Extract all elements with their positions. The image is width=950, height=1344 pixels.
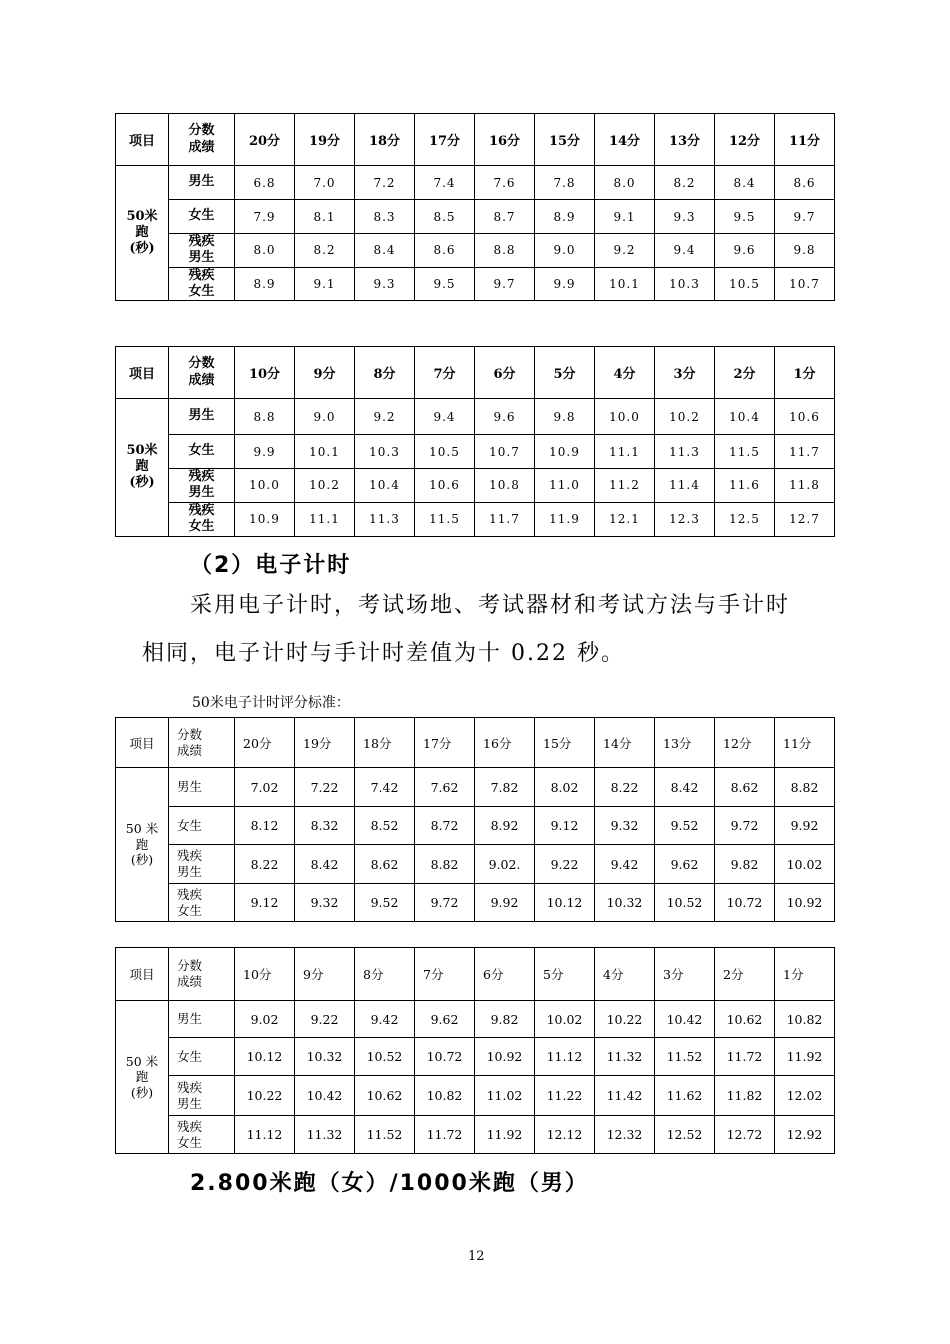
- value-cell: 8.2: [655, 166, 715, 200]
- score-header: 19分: [295, 718, 355, 768]
- value-cell: 11.22: [535, 1076, 595, 1116]
- value-cell: 10.5: [415, 435, 475, 469]
- category-label: 女生: [169, 1038, 235, 1076]
- value-cell: 9.2: [595, 234, 655, 268]
- category-label: 残疾 男生: [169, 469, 235, 503]
- score-header: 8分: [355, 948, 415, 1001]
- value-cell: 10.52: [655, 884, 715, 922]
- table-row: [116, 1001, 835, 1038]
- table-row: [116, 1116, 835, 1154]
- score-header: 11分: [775, 114, 835, 166]
- category-label: 残疾 女生: [169, 884, 235, 922]
- value-cell: 7.2: [355, 166, 415, 200]
- value-cell: 12.12: [535, 1116, 595, 1154]
- header-row: [116, 718, 835, 768]
- value-cell: 7.9: [235, 200, 295, 234]
- value-cell: 11.52: [355, 1116, 415, 1154]
- value-cell: 8.62: [715, 768, 775, 807]
- value-cell: 9.9: [535, 267, 595, 301]
- value-cell: 10.72: [415, 1038, 475, 1076]
- electronic-timing-table-20-11: [115, 717, 835, 922]
- value-cell: 11.12: [535, 1038, 595, 1076]
- value-cell: 9.9: [235, 435, 295, 469]
- value-cell: 8.6: [775, 166, 835, 200]
- category-label: 残疾 女生: [169, 267, 235, 301]
- project-header: 项目: [116, 948, 169, 1001]
- score-header: 18分: [355, 718, 415, 768]
- value-cell: 8.8: [235, 399, 295, 435]
- value-cell: 9.92: [475, 884, 535, 922]
- value-cell: 9.72: [415, 884, 475, 922]
- value-cell: 12.32: [595, 1116, 655, 1154]
- project-header: 项目: [116, 347, 169, 399]
- value-cell: 8.82: [775, 768, 835, 807]
- value-cell: 10.52: [355, 1038, 415, 1076]
- value-cell: 10.82: [415, 1076, 475, 1116]
- value-cell: 12.5: [715, 502, 775, 536]
- event-label: 50 米 跑 (秒): [116, 1001, 169, 1154]
- value-cell: 12.52: [655, 1116, 715, 1154]
- value-cell: 8.22: [595, 768, 655, 807]
- section-heading-electronic-timing: （2）电子计时: [190, 553, 352, 578]
- value-cell: 10.92: [775, 884, 835, 922]
- score-header: 5分: [535, 948, 595, 1001]
- value-cell: 11.1: [595, 435, 655, 469]
- value-cell: 10.6: [415, 469, 475, 503]
- value-cell: 10.0: [595, 399, 655, 435]
- value-cell: 10.92: [475, 1038, 535, 1076]
- score-header: 12分: [715, 718, 775, 768]
- value-cell: 11.2: [595, 469, 655, 503]
- value-cell: 10.2: [655, 399, 715, 435]
- score-header: 9分: [295, 948, 355, 1001]
- value-cell: 11.92: [775, 1038, 835, 1076]
- score-grade-header: 分数 成绩: [169, 948, 235, 1001]
- value-cell: 8.6: [415, 234, 475, 268]
- value-cell: 11.7: [775, 435, 835, 469]
- table-row: [116, 166, 835, 200]
- value-cell: 12.02: [775, 1076, 835, 1116]
- table-row: [116, 1038, 835, 1076]
- value-cell: 7.8: [535, 166, 595, 200]
- value-cell: 10.3: [655, 267, 715, 301]
- score-grade-header: 分数 成绩: [169, 114, 235, 166]
- value-cell: 11.02: [475, 1076, 535, 1116]
- score-header: 3分: [655, 347, 715, 399]
- value-cell: 9.22: [535, 845, 595, 884]
- value-cell: 8.5: [415, 200, 475, 234]
- value-cell: 9.3: [655, 200, 715, 234]
- value-cell: 11.7: [475, 502, 535, 536]
- value-cell: 10.8: [475, 469, 535, 503]
- value-cell: 10.3: [355, 435, 415, 469]
- value-cell: 9.0: [295, 399, 355, 435]
- table-row: [116, 1076, 835, 1116]
- score-header: 5分: [535, 347, 595, 399]
- score-header: 1分: [775, 948, 835, 1001]
- value-cell: 11.8: [775, 469, 835, 503]
- score-header: 20分: [235, 718, 295, 768]
- value-cell: 11.72: [415, 1116, 475, 1154]
- score-header: 13分: [655, 718, 715, 768]
- table-row: [116, 502, 835, 536]
- table-row: [116, 807, 835, 845]
- page-number: 12: [468, 1249, 485, 1264]
- category-label: 残疾 女生: [169, 502, 235, 536]
- value-cell: 10.9: [535, 435, 595, 469]
- value-cell: 9.52: [655, 807, 715, 845]
- value-cell: 10.82: [775, 1001, 835, 1038]
- value-cell: 10.0: [235, 469, 295, 503]
- project-header: 项目: [116, 718, 169, 768]
- paragraph-line: 采用电子计时，考试场地、考试器材和考试方法与手计时: [190, 593, 791, 618]
- value-cell: 10.1: [595, 267, 655, 301]
- value-cell: 9.7: [775, 200, 835, 234]
- value-cell: 8.2: [295, 234, 355, 268]
- value-cell: 10.7: [775, 267, 835, 301]
- table-row: [116, 469, 835, 503]
- value-cell: 11.3: [655, 435, 715, 469]
- score-grade-header: 分数 成绩: [169, 718, 235, 768]
- electronic-timing-table-10-1: [115, 947, 835, 1154]
- value-cell: 9.0: [535, 234, 595, 268]
- value-cell: 9.42: [355, 1001, 415, 1038]
- value-cell: 7.4: [415, 166, 475, 200]
- value-cell: 9.8: [535, 399, 595, 435]
- category-label: 女生: [169, 435, 235, 469]
- value-cell: 8.7: [475, 200, 535, 234]
- value-cell: 8.82: [415, 845, 475, 884]
- value-cell: 9.4: [655, 234, 715, 268]
- value-cell: 9.4: [415, 399, 475, 435]
- header-row: [116, 114, 835, 166]
- table-row: [116, 435, 835, 469]
- score-header: 16分: [475, 114, 535, 166]
- value-cell: 8.42: [655, 768, 715, 807]
- category-label: 女生: [169, 200, 235, 234]
- category-label: 残疾 女生: [169, 1116, 235, 1154]
- header-row: [116, 948, 835, 1001]
- value-cell: 7.22: [295, 768, 355, 807]
- value-cell: 9.12: [535, 807, 595, 845]
- score-header: 9分: [295, 347, 355, 399]
- value-cell: 7.42: [355, 768, 415, 807]
- category-label: 残疾 男生: [169, 1076, 235, 1116]
- table-row: [116, 267, 835, 301]
- score-header: 13分: [655, 114, 715, 166]
- value-cell: 11.32: [595, 1038, 655, 1076]
- value-cell: 11.82: [715, 1076, 775, 1116]
- value-cell: 11.62: [655, 1076, 715, 1116]
- value-cell: 8.12: [235, 807, 295, 845]
- score-header: 8分: [355, 347, 415, 399]
- value-cell: 7.62: [415, 768, 475, 807]
- value-cell: 9.6: [475, 399, 535, 435]
- category-label: 男生: [169, 1001, 235, 1038]
- value-cell: 11.1: [295, 502, 355, 536]
- score-header: 16分: [475, 718, 535, 768]
- table-row: [116, 845, 835, 884]
- value-cell: 8.42: [295, 845, 355, 884]
- value-cell: 8.22: [235, 845, 295, 884]
- score-header: 6分: [475, 948, 535, 1001]
- value-cell: 8.1: [295, 200, 355, 234]
- value-cell: 10.12: [535, 884, 595, 922]
- value-cell: 11.4: [655, 469, 715, 503]
- value-cell: 9.2: [355, 399, 415, 435]
- value-cell: 8.4: [355, 234, 415, 268]
- value-cell: 10.4: [715, 399, 775, 435]
- value-cell: 11.3: [355, 502, 415, 536]
- value-cell: 10.22: [235, 1076, 295, 1116]
- hand-timing-table-10-1: [115, 346, 835, 537]
- score-header: 12分: [715, 114, 775, 166]
- value-cell: 10.62: [355, 1076, 415, 1116]
- value-cell: 8.0: [235, 234, 295, 268]
- event-label: 50米 跑 (秒): [116, 399, 169, 537]
- value-cell: 7.02: [235, 768, 295, 807]
- score-grade-header: 分数 成绩: [169, 347, 235, 399]
- paragraph-line: 相同，电子计时与手计时差值为十 0.22 秒。: [142, 641, 625, 666]
- category-label: 残疾 男生: [169, 845, 235, 884]
- value-cell: 7.0: [295, 166, 355, 200]
- score-header: 1分: [775, 347, 835, 399]
- category-label: 女生: [169, 807, 235, 845]
- value-cell: 9.3: [355, 267, 415, 301]
- value-cell: 10.9: [235, 502, 295, 536]
- table-row: [116, 234, 835, 268]
- value-cell: 8.4: [715, 166, 775, 200]
- hand-timing-table-20-11: [115, 113, 835, 301]
- value-cell: 10.02: [535, 1001, 595, 1038]
- value-cell: 11.5: [415, 502, 475, 536]
- section-heading-800m-1000m: 2.800米跑（女）/1000米跑（男）: [190, 1171, 589, 1196]
- value-cell: 10.12: [235, 1038, 295, 1076]
- value-cell: 9.82: [715, 845, 775, 884]
- value-cell: 9.32: [595, 807, 655, 845]
- value-cell: 10.7: [475, 435, 535, 469]
- value-cell: 8.8: [475, 234, 535, 268]
- value-cell: 8.9: [235, 267, 295, 301]
- score-header: 3分: [655, 948, 715, 1001]
- value-cell: 10.32: [595, 884, 655, 922]
- score-header: 6分: [475, 347, 535, 399]
- value-cell: 11.9: [535, 502, 595, 536]
- value-cell: 8.3: [355, 200, 415, 234]
- value-cell: 12.72: [715, 1116, 775, 1154]
- value-cell: 9.5: [415, 267, 475, 301]
- value-cell: 11.32: [295, 1116, 355, 1154]
- value-cell: 9.82: [475, 1001, 535, 1038]
- value-cell: 9.62: [415, 1001, 475, 1038]
- value-cell: 10.02: [775, 845, 835, 884]
- value-cell: 10.4: [355, 469, 415, 503]
- value-cell: 9.7: [475, 267, 535, 301]
- value-cell: 8.0: [595, 166, 655, 200]
- value-cell: 12.3: [655, 502, 715, 536]
- value-cell: 9.5: [715, 200, 775, 234]
- value-cell: 9.1: [595, 200, 655, 234]
- value-cell: 11.0: [535, 469, 595, 503]
- value-cell: 8.72: [415, 807, 475, 845]
- category-label: 男生: [169, 166, 235, 200]
- value-cell: 10.22: [595, 1001, 655, 1038]
- value-cell: 9.32: [295, 884, 355, 922]
- category-label: 男生: [169, 399, 235, 435]
- value-cell: 10.72: [715, 884, 775, 922]
- score-header: 4分: [595, 347, 655, 399]
- table-row: [116, 399, 835, 435]
- score-header: 17分: [415, 114, 475, 166]
- score-header: 2分: [715, 347, 775, 399]
- value-cell: 9.6: [715, 234, 775, 268]
- value-cell: 8.62: [355, 845, 415, 884]
- value-cell: 9.42: [595, 845, 655, 884]
- value-cell: 10.42: [295, 1076, 355, 1116]
- value-cell: 10.42: [655, 1001, 715, 1038]
- score-header: 10分: [235, 347, 295, 399]
- score-header: 7分: [415, 948, 475, 1001]
- value-cell: 8.02: [535, 768, 595, 807]
- category-label: 男生: [169, 768, 235, 807]
- event-label: 50米 跑 (秒): [116, 166, 169, 301]
- value-cell: 11.92: [475, 1116, 535, 1154]
- value-cell: 11.72: [715, 1038, 775, 1076]
- value-cell: 6.8: [235, 166, 295, 200]
- value-cell: 9.8: [775, 234, 835, 268]
- score-header: 19分: [295, 114, 355, 166]
- value-cell: 8.92: [475, 807, 535, 845]
- score-header: 14分: [595, 114, 655, 166]
- value-cell: 10.6: [775, 399, 835, 435]
- value-cell: 9.62: [655, 845, 715, 884]
- score-header: 15分: [535, 114, 595, 166]
- value-cell: 9.02: [235, 1001, 295, 1038]
- value-cell: 9.1: [295, 267, 355, 301]
- project-header: 项目: [116, 114, 169, 166]
- score-header: 2分: [715, 948, 775, 1001]
- table-row: [116, 884, 835, 922]
- value-cell: 7.82: [475, 768, 535, 807]
- score-header: 20分: [235, 114, 295, 166]
- value-cell: 11.12: [235, 1116, 295, 1154]
- value-cell: 8.32: [295, 807, 355, 845]
- score-header: 7分: [415, 347, 475, 399]
- value-cell: 11.5: [715, 435, 775, 469]
- value-cell: 10.62: [715, 1001, 775, 1038]
- value-cell: 9.92: [775, 807, 835, 845]
- value-cell: 8.52: [355, 807, 415, 845]
- value-cell: 9.12: [235, 884, 295, 922]
- event-label: 50 米 跑 (秒): [116, 768, 169, 922]
- table-row: [116, 200, 835, 234]
- score-header: 15分: [535, 718, 595, 768]
- value-cell: 9.72: [715, 807, 775, 845]
- score-header: 4分: [595, 948, 655, 1001]
- value-cell: 12.92: [775, 1116, 835, 1154]
- header-row: [116, 347, 835, 399]
- value-cell: 10.1: [295, 435, 355, 469]
- score-header: 14分: [595, 718, 655, 768]
- table-caption: 50米电子计时评分标准：: [192, 695, 350, 711]
- value-cell: 11.52: [655, 1038, 715, 1076]
- value-cell: 11.42: [595, 1076, 655, 1116]
- value-cell: 9.02.: [475, 845, 535, 884]
- value-cell: 12.1: [595, 502, 655, 536]
- score-header: 11分: [775, 718, 835, 768]
- value-cell: 9.52: [355, 884, 415, 922]
- value-cell: 12.7: [775, 502, 835, 536]
- value-cell: 11.6: [715, 469, 775, 503]
- score-header: 18分: [355, 114, 415, 166]
- score-header: 17分: [415, 718, 475, 768]
- value-cell: 7.6: [475, 166, 535, 200]
- value-cell: 8.9: [535, 200, 595, 234]
- value-cell: 10.2: [295, 469, 355, 503]
- value-cell: 10.5: [715, 267, 775, 301]
- value-cell: 10.32: [295, 1038, 355, 1076]
- score-header: 10分: [235, 948, 295, 1001]
- table-row: [116, 768, 835, 807]
- category-label: 残疾 男生: [169, 234, 235, 268]
- value-cell: 9.22: [295, 1001, 355, 1038]
